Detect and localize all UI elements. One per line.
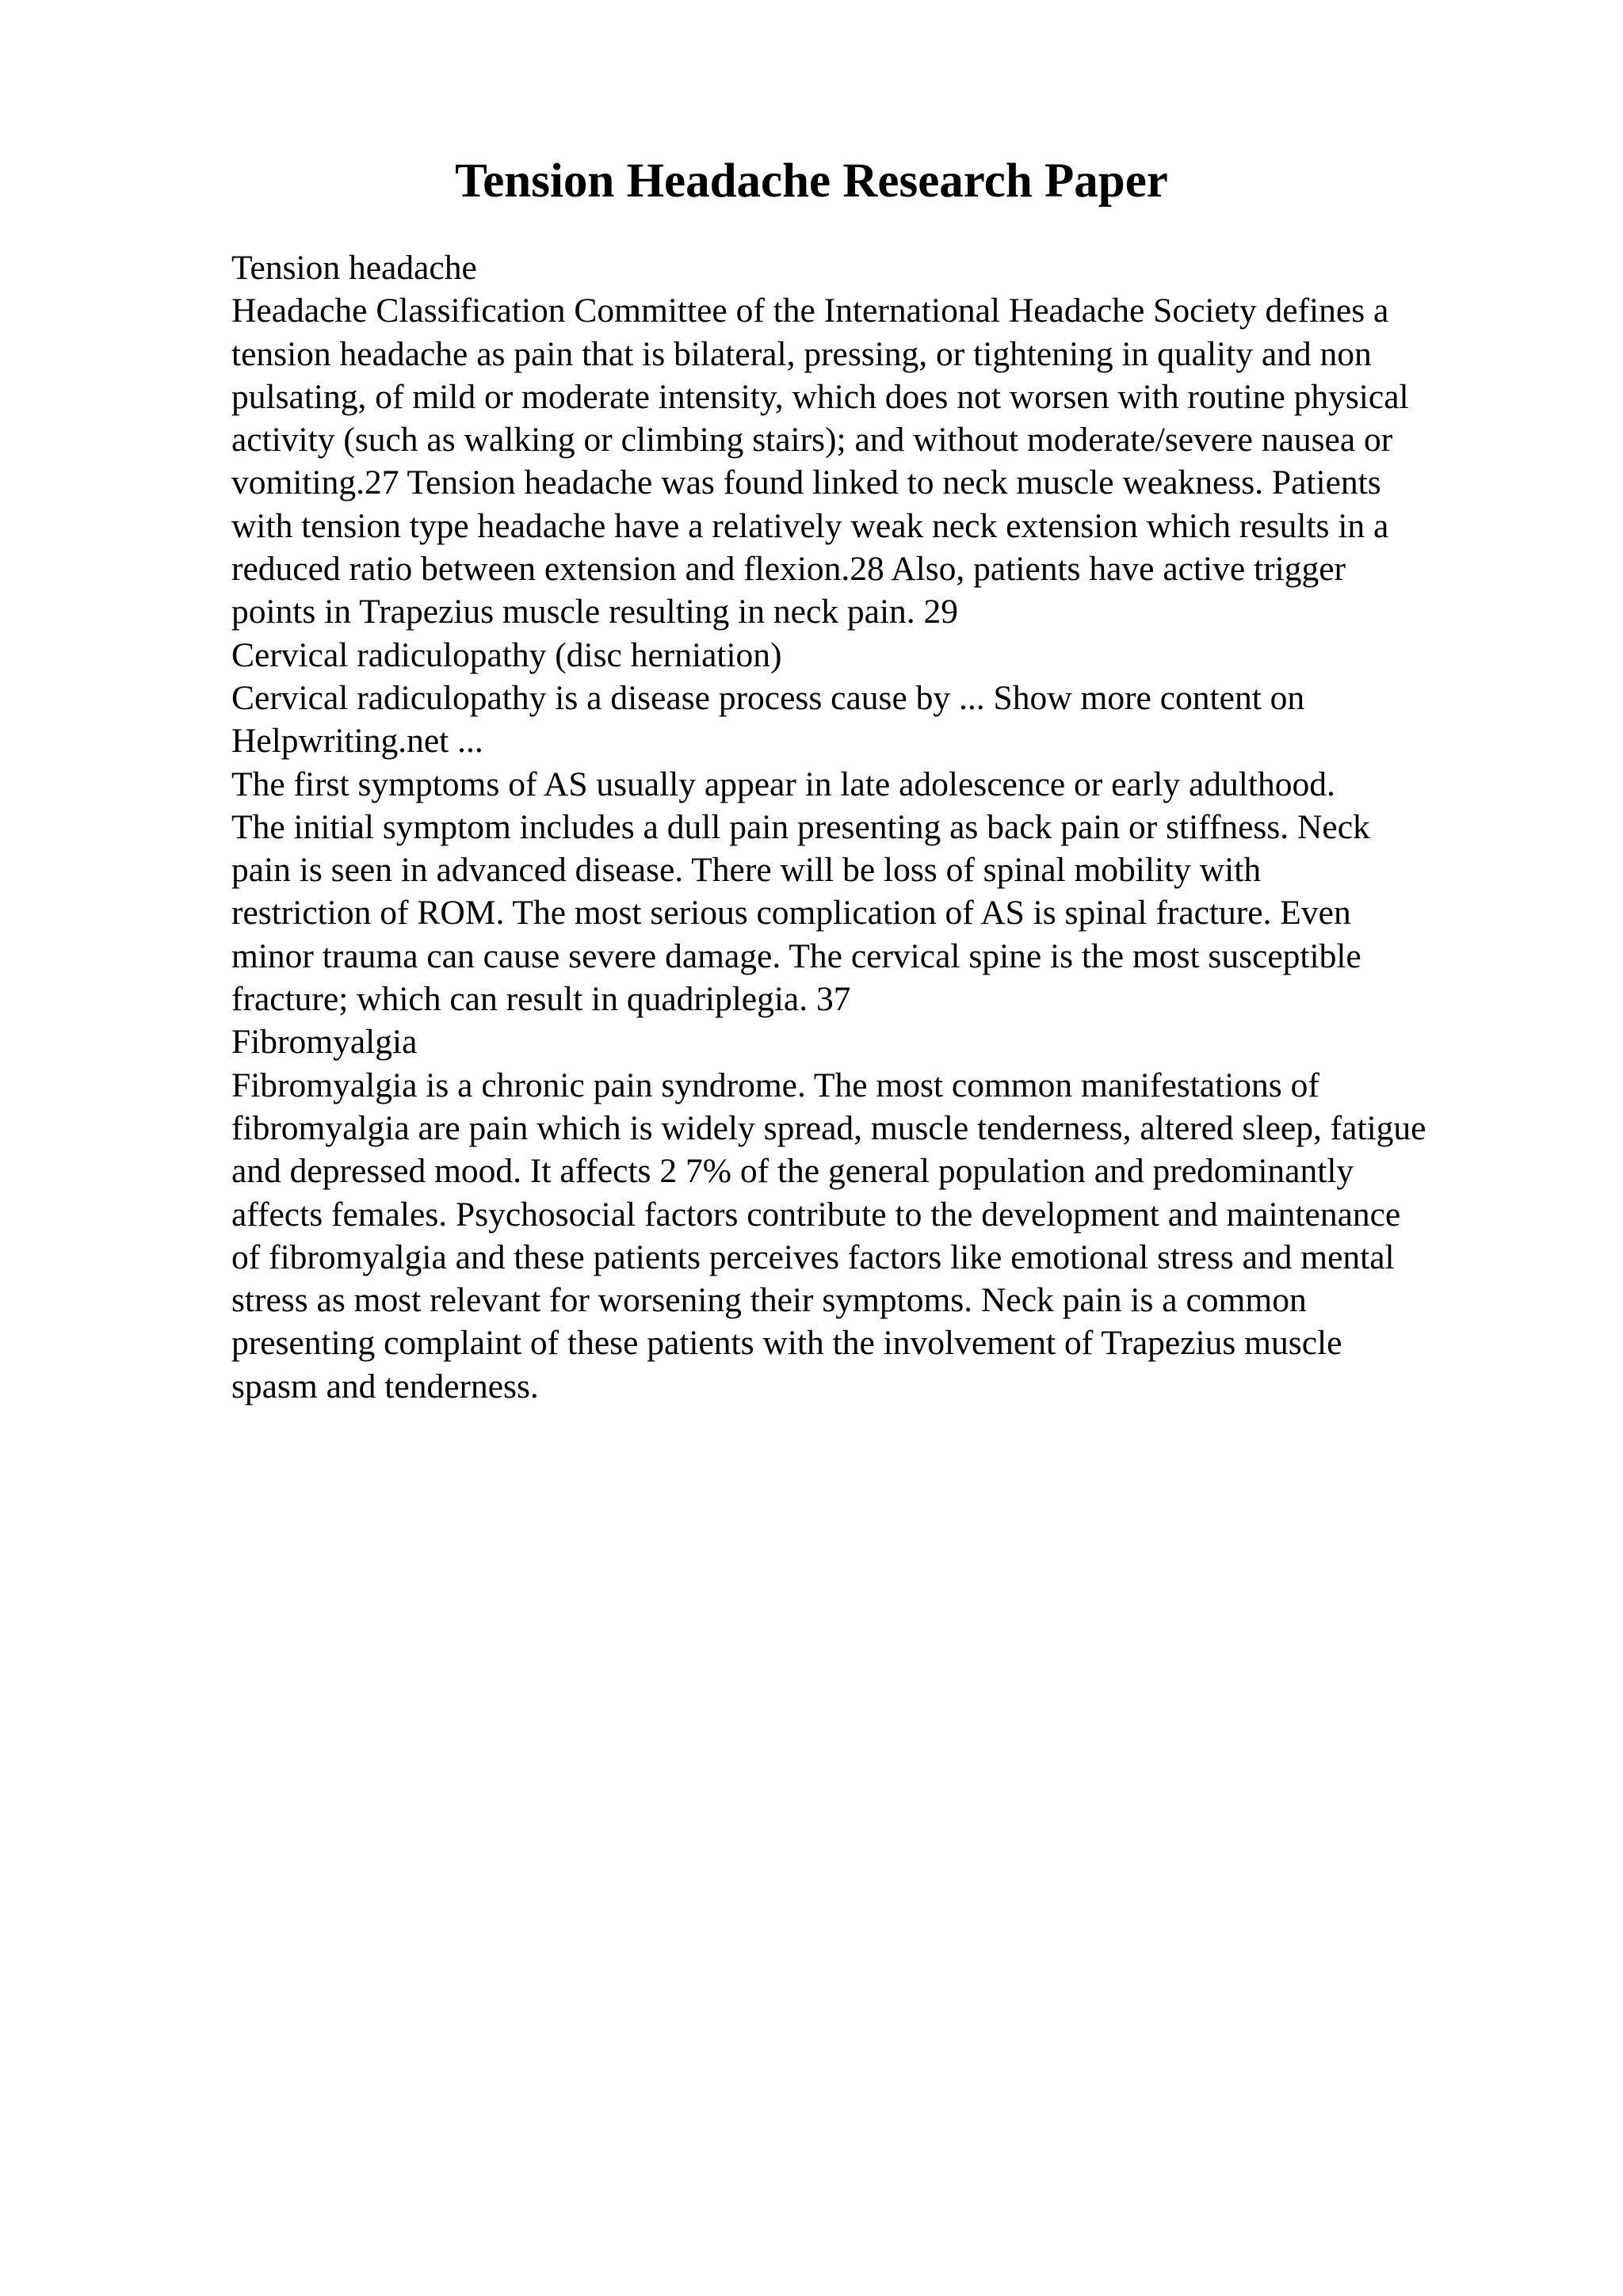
body-text-line: fracture; which can result in quadriplegia. 37 (231, 980, 851, 1019)
body-text-line: pain is seen in advanced disease. There will be loss of spinal mobility with (231, 851, 1262, 890)
document-body (231, 246, 1610, 1408)
body-text-line: Cervical radiculopathy is a disease process cause by ... Show more content on (231, 678, 1305, 717)
body-text-line: points in Trapezius muscle resulting in neck pain. 29 (231, 593, 959, 631)
section-heading-fibromyalgia: Fibromyalgia (231, 1023, 418, 1062)
body-text-line: Headache Classification Committee of the International Headache Society defines a (231, 292, 1389, 330)
body-text-line: The first symptoms of AS usually appear in late adolescence or early adulthood. (231, 765, 1335, 803)
body-text-line: spasm and tenderness. (231, 1367, 539, 1405)
document-title: Tension Headache Research Paper (455, 154, 1168, 208)
body-text-line: minor trauma can cause severe damage. The cervical spine is the most susceptible (231, 936, 1361, 975)
body-text-line: presenting complaint of these patients with the involvement of Trapezius muscle (231, 1324, 1342, 1363)
body-text-line: activity (such as walking or climbing stairs); and without moderate/severe nausea or (231, 421, 1393, 460)
body-text-line: pulsating, of mild or moderate intensity, which does not worsen with routine physical (231, 377, 1409, 416)
body-text-line: affects females. Psychosocial factors contribute to the development and maintenance (231, 1195, 1401, 1234)
body-text-line: vomiting.27 Tension headache was found linked to neck muscle weakness. Patients (231, 463, 1381, 502)
body-text-line: Helpwriting.net ... (231, 722, 483, 761)
body-text-line: restriction of ROM. The most serious complication of AS is spinal fracture. Even (231, 894, 1351, 933)
body-text-line: with tension type headache have a relatively weak neck extension which results in a (231, 506, 1389, 545)
body-text-line: of fibromyalgia and these patients perceives factors like emotional stress and mental (231, 1238, 1395, 1276)
body-text-line: reduced ratio between extension and flexion.28 Also, patients have active trigger (231, 550, 1346, 589)
body-text-line: tension headache as pain that is bilateral, pressing, or tightening in quality and non (231, 334, 1372, 373)
body-text-line: stress as most relevant for worsening their symptoms. Neck pain is a common (231, 1281, 1307, 1320)
section-heading-cervical-radiculopathy: Cervical radiculopathy (disc herniation) (231, 635, 782, 674)
body-text-line: The initial symptom includes a dull pain presenting as back pain or stiffness. Neck (231, 807, 1370, 846)
section-heading-tension-headache: Tension headache (231, 249, 477, 287)
body-text-line: and depressed mood. It affects 2 7% of the general population and predominantly (231, 1152, 1354, 1191)
body-text-line: Fibromyalgia is a chronic pain syndrome. The most common manifestations of (231, 1066, 1319, 1104)
body-text-line: fibromyalgia are pain which is widely spread, muscle tenderness, altered sleep, fatigue (231, 1108, 1426, 1147)
